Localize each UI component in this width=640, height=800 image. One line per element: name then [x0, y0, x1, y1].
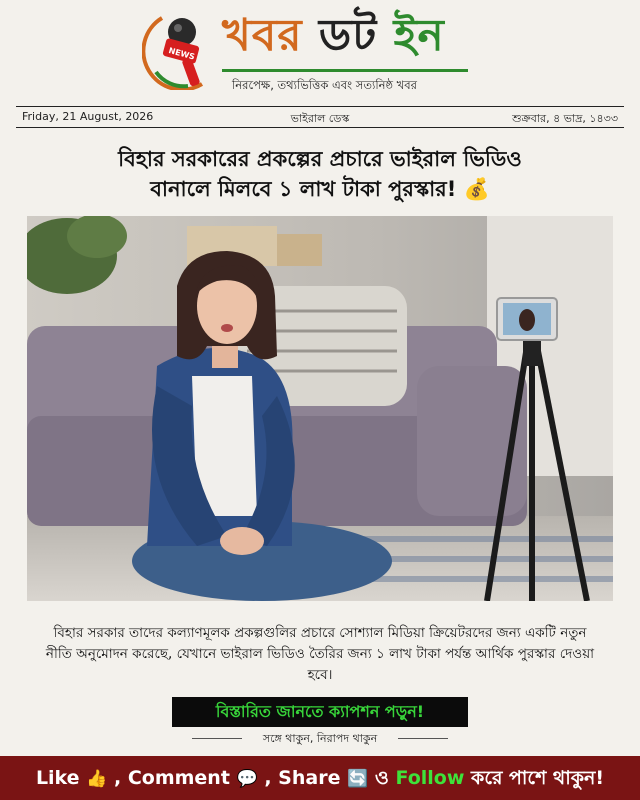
- stay-safe-text: সঙ্গে থাকুন, নিরাপদ থাকুন: [262, 732, 378, 745]
- logo-word-3: ইন: [393, 10, 445, 61]
- bangla-date: শুক্রবার, ৪ ভাদ্র, ১৪৩৩: [512, 112, 618, 125]
- mic-badge: NEWS: [167, 45, 196, 62]
- headline-line-1: বিহার সরকারের প্রকল্পের প্রচারে ভাইরাল ভিডিও: [118, 147, 522, 171]
- share-label[interactable]: , Share: [264, 767, 341, 789]
- tagline: নিরপেক্ষ, তথ্যভিত্তিক এবং সত্যনিষ্ঠ খবর: [232, 78, 417, 92]
- follow-label[interactable]: Follow: [395, 767, 465, 789]
- stay-safe-line: [0, 729, 640, 747]
- footer-tail: করে পাশে থাকুন!: [471, 767, 605, 789]
- and-label: ও: [374, 767, 389, 789]
- masthead: [0, 0, 640, 104]
- share-arrows-icon: 🔄: [347, 769, 369, 789]
- english-date: Friday, 21 August, 2026: [22, 110, 154, 123]
- news-photo[interactable]: [27, 216, 613, 601]
- site-logo[interactable]: [222, 6, 445, 66]
- logo-word-1: খবর: [222, 10, 303, 61]
- article-summary: বিহার সরকার তাদের কল্যাণমূলক প্রকল্পগুলির প্রচারে সোশ্যাল মিডিয়া ক্রিয়েটরদের জন্য একটি নতুন নীতি অনুমোদন করেছে, যেখানে ভাইরাল ভিডিও তৈরির জন্য ১ লাখ টাকা পর্যন্ত আর্থিক পুরস্কার দেওয়া হবে।: [45, 625, 595, 683]
- read-caption-banner[interactable]: বিস্তারিত জানতে ক্যাপশন পড়ুন!: [172, 697, 468, 727]
- speech-bubble-icon: 💬: [236, 769, 258, 789]
- microphone-icon: [142, 10, 220, 90]
- money-bag-icon: 💰: [463, 177, 490, 201]
- date-strip: [16, 106, 624, 128]
- comment-label[interactable]: , Comment: [114, 767, 230, 789]
- headline: [40, 144, 600, 204]
- headline-line-2-text: বানালে মিলবে ১ লাখ টাকা পুরস্কার!: [150, 177, 457, 201]
- photo-woman-recording-video: [27, 216, 613, 601]
- logo-word-2: ডট: [318, 10, 378, 61]
- headline-line-2: [40, 174, 600, 204]
- like-label[interactable]: Like: [35, 767, 80, 789]
- divider-right: [398, 738, 448, 739]
- thumbs-up-icon: 👍: [86, 769, 108, 789]
- logo-underline: [222, 69, 468, 72]
- engagement-footer: [0, 756, 640, 800]
- desk-label: ভাইরাল ডেস্ক: [290, 112, 350, 125]
